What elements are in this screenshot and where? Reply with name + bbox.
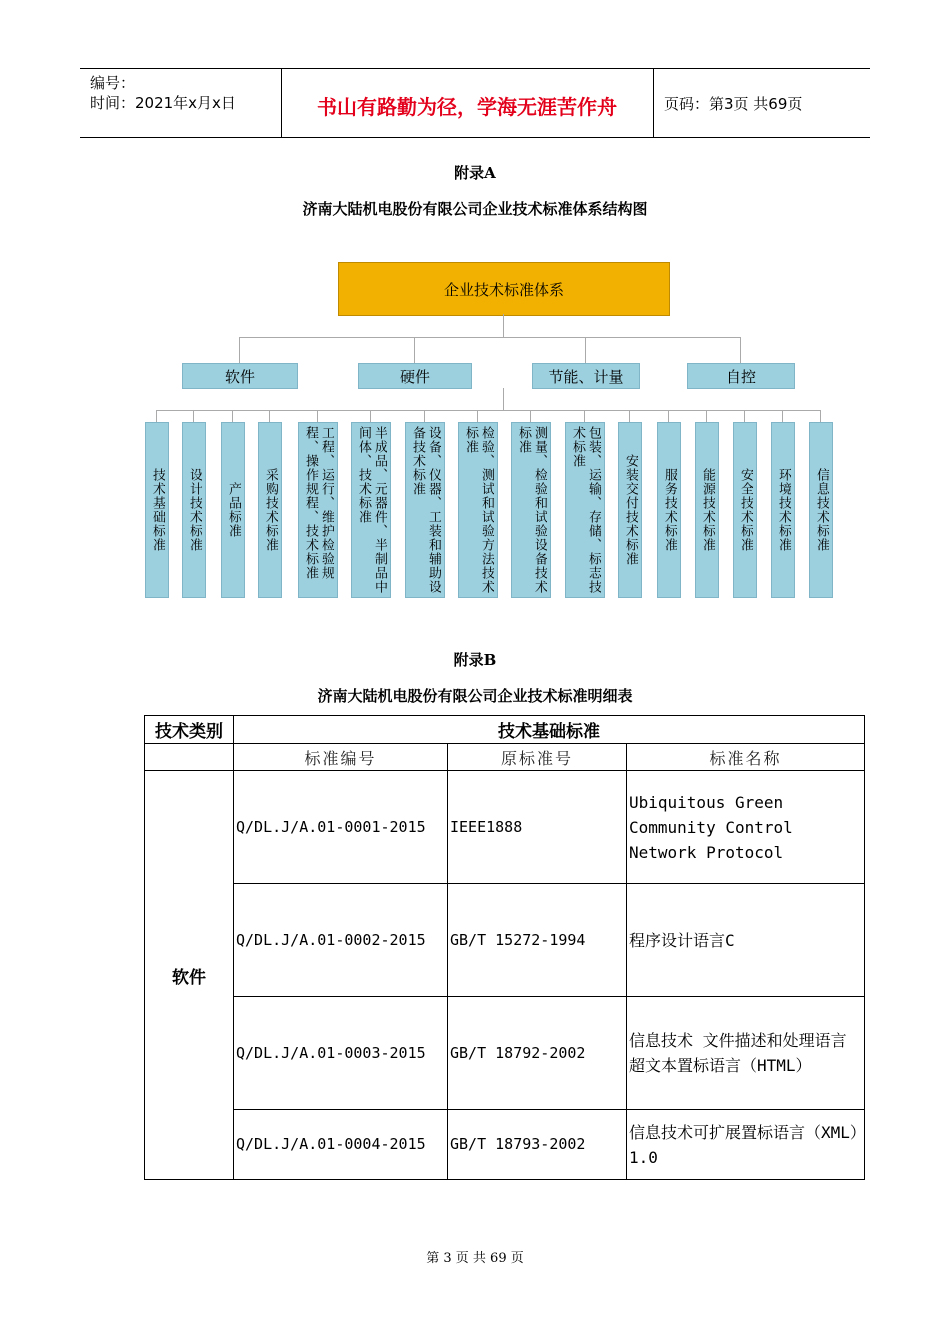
leaf-node-label: 设备、仪器、工装和辅助设备技术标准	[410, 426, 441, 594]
leaf-node	[809, 422, 833, 598]
leaf-node-label: 环境技术标准	[776, 468, 791, 552]
leaf-node-label: 检验、测试和试验方法技术标准	[463, 426, 494, 594]
connector	[782, 410, 783, 422]
connector	[820, 410, 821, 422]
connector	[370, 410, 371, 422]
leaf-node-label: 半成品、元器件、半制品中间体、技术标准	[356, 426, 387, 594]
connector	[317, 410, 318, 422]
connector	[706, 410, 707, 422]
connector	[232, 410, 233, 422]
leaf-node	[733, 422, 757, 598]
leaf-node-label: 服务技术标准	[662, 468, 677, 552]
leaf-node-label: 产品标准	[226, 482, 241, 538]
appendix-b-title: 济南大陆机电股份有限公司企业技术标准明细表	[317, 687, 633, 705]
leaf-node-label: 安装交付技术标准	[623, 454, 638, 566]
leaf-node	[182, 422, 206, 598]
column-header-original: 原标准号	[448, 744, 627, 771]
leaf-node-label: 测量、检验和试验设备技术标准	[516, 426, 547, 594]
leaf-node	[298, 422, 338, 598]
appendix-a-title: 济南大陆机电股份有限公司企业技术标准体系结构图	[302, 200, 648, 218]
leaf-node	[771, 422, 795, 598]
table-row	[145, 884, 865, 997]
category-header: 技术类别	[145, 716, 234, 744]
connector	[414, 337, 415, 363]
leaf-node-label: 设计技术标准	[187, 468, 202, 552]
standards-table	[144, 715, 865, 1180]
connector	[503, 388, 504, 410]
appendix-a-label: 附录A	[454, 164, 496, 182]
connector	[740, 337, 741, 363]
connector	[629, 410, 630, 422]
leaf-node-label: 包装、运输、存储、标志技术标准	[570, 426, 601, 594]
leaf-node-label: 安全技术标准	[738, 468, 753, 552]
table-row	[145, 1110, 865, 1180]
leaf-node	[351, 422, 391, 598]
appendix-b-label: 附录B	[453, 651, 497, 669]
connector	[424, 410, 425, 422]
connector	[503, 314, 504, 337]
standard-code: Q/DL.J/A.01-0002-2015	[234, 884, 448, 997]
original-standard: GB/T 15272-1994	[448, 884, 627, 997]
time-label: 时间：2021年x月x日	[90, 94, 236, 112]
connector	[239, 337, 240, 363]
connector	[193, 410, 194, 422]
empty-cell	[145, 744, 234, 771]
section-header: 技术基础标准	[234, 716, 865, 744]
leaf-node-label: 工程、运行、维护检验规程、操作规程、技术标准	[303, 426, 334, 580]
connector	[477, 410, 478, 422]
connector	[668, 410, 669, 422]
table-row	[145, 997, 865, 1110]
leaf-node	[458, 422, 498, 598]
leaf-node	[657, 422, 681, 598]
leaf-node	[405, 422, 445, 598]
category-node-hardware: 硬件	[358, 363, 472, 389]
leaf-node	[221, 422, 245, 598]
table-row	[145, 771, 865, 884]
header-page-info: 页码：第3页 共69页	[664, 95, 803, 113]
connector	[744, 410, 745, 422]
connector	[269, 410, 270, 422]
category-cell: 软件	[145, 771, 234, 1180]
leaf-node	[511, 422, 551, 598]
connector	[530, 410, 531, 422]
standard-name: 信息技术可扩展置标语言（XML）1.0	[627, 1110, 865, 1180]
standard-name: Ubiquitous Green Community Control Network Protocol	[627, 771, 865, 884]
page-footer: 第 3 页 共 69 页	[426, 1251, 524, 1266]
standard-code: Q/DL.J/A.01-0001-2015	[234, 771, 448, 884]
number-label: 编号：	[90, 74, 136, 92]
leaf-node	[565, 422, 605, 598]
leaf-node	[258, 422, 282, 598]
leaf-node-label: 能源技术标准	[700, 468, 715, 552]
column-header-name: 标准名称	[627, 744, 865, 771]
column-header-code: 标准编号	[234, 744, 448, 771]
category-node-software: 软件	[182, 363, 298, 389]
connector	[156, 410, 820, 411]
original-standard: IEEE1888	[448, 771, 627, 884]
leaf-node	[695, 422, 719, 598]
connector	[585, 337, 586, 363]
root-node: 企业技术标准体系	[338, 262, 670, 316]
standard-name: 信息技术 文件描述和处理语言 超文本置标语言（HTML）	[627, 997, 865, 1110]
connector	[156, 410, 157, 422]
standard-code: Q/DL.J/A.01-0003-2015	[234, 997, 448, 1110]
connector	[584, 410, 585, 422]
standard-code: Q/DL.J/A.01-0004-2015	[234, 1110, 448, 1180]
category-node-automation: 自控	[687, 363, 795, 389]
standard-name: 程序设计语言C	[627, 884, 865, 997]
leaf-node-label: 技术基础标准	[150, 468, 165, 552]
structure-diagram	[0, 0, 950, 620]
leaf-node	[618, 422, 642, 598]
leaf-node-label: 信息技术标准	[814, 468, 829, 552]
leaf-node-label: 采购技术标准	[263, 468, 278, 552]
leaf-node	[145, 422, 169, 598]
connector	[239, 337, 741, 338]
category-node-energy-metering: 节能、计量	[532, 363, 640, 389]
header-motto: 书山有路勤为径，学海无涯苦作舟	[317, 95, 617, 119]
original-standard: GB/T 18792-2002	[448, 997, 627, 1110]
original-standard: GB/T 18793-2002	[448, 1110, 627, 1180]
